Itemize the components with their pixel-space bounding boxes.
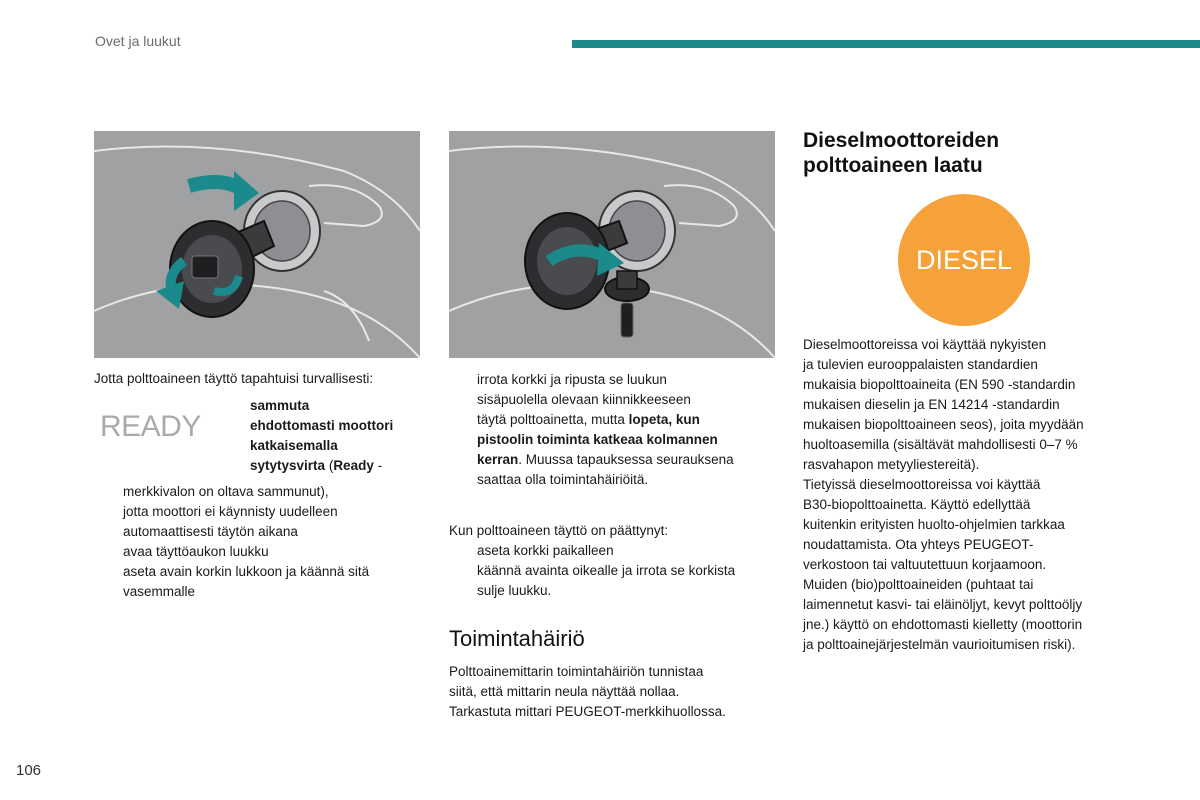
fuel-cap-hanging-illustration — [449, 131, 775, 358]
header-accent-bar — [572, 40, 1200, 48]
refuel-intro: Jotta polttoaineen täyttö tapahtuisi turvallisesti: — [94, 371, 374, 386]
list-item: sulje luukku. — [477, 583, 552, 598]
list-item: aseta avain korkin lukkoon ja käännä sitä — [123, 564, 370, 579]
page-number: 106 — [16, 762, 42, 779]
list-item: avaa täyttöaukon luukku — [123, 544, 269, 559]
chapter-title: Ovet ja luukut — [95, 33, 181, 49]
list-item: käännä avainta oikealle ja irrota se korkista — [477, 563, 736, 578]
fuel-cap-unlock-illustration — [94, 131, 420, 358]
list-item: sammuta — [250, 398, 310, 413]
done-intro: Kun polttoaineen täyttö on päättynyt: — [449, 523, 669, 538]
diesel-badge: DIESEL — [898, 194, 1030, 326]
list-item: aseta korkki paikalleen — [477, 543, 614, 558]
list-item: irrota korkki ja ripusta se luukun — [477, 372, 667, 387]
ready-indicator-logo: READY — [100, 410, 201, 443]
section-heading-diesel: Dieselmoottoreiden polttoaineen laatu — [803, 129, 1000, 177]
list-item: täytä polttoainetta, mutta lopeta, kun — [477, 412, 700, 427]
section-heading-fault: Toimintahäiriö — [449, 626, 585, 651]
diesel-paragraph: Dieselmoottoreissa voi käyttää nykyisten ja tulevien eurooppalaisten standardien mukaisia biopolttoaineita (EN 590 -standardin mukaisen dieselin ja EN 14214 -standardin mukaisen biopolttoaineen seos), joita myydään huoltoasemilla (sisältävät mahdollisesti 0–7 % rasvahapon metyyliestereitä). Tietyissä dieselmoottoreissa voi käyttää B30-biopolttoainetta. Käyttö edellyttää kuitenkin erityisten huolto-ohjelmien tarkkaa noudattamista. Ota yhteys PEUGEOT- verkostoon tai valtuutettuun korjaamoon. Muiden (bio)polttoaineiden (puhtaat tai laimennetut kasvi- tai eläinöljyt, kevyt polttoöljy jne.) käyttö on ehdottomasti kielletty (moottorin ja polttoainejärjestelmän vaurioitumisen riski). — [803, 337, 1084, 652]
